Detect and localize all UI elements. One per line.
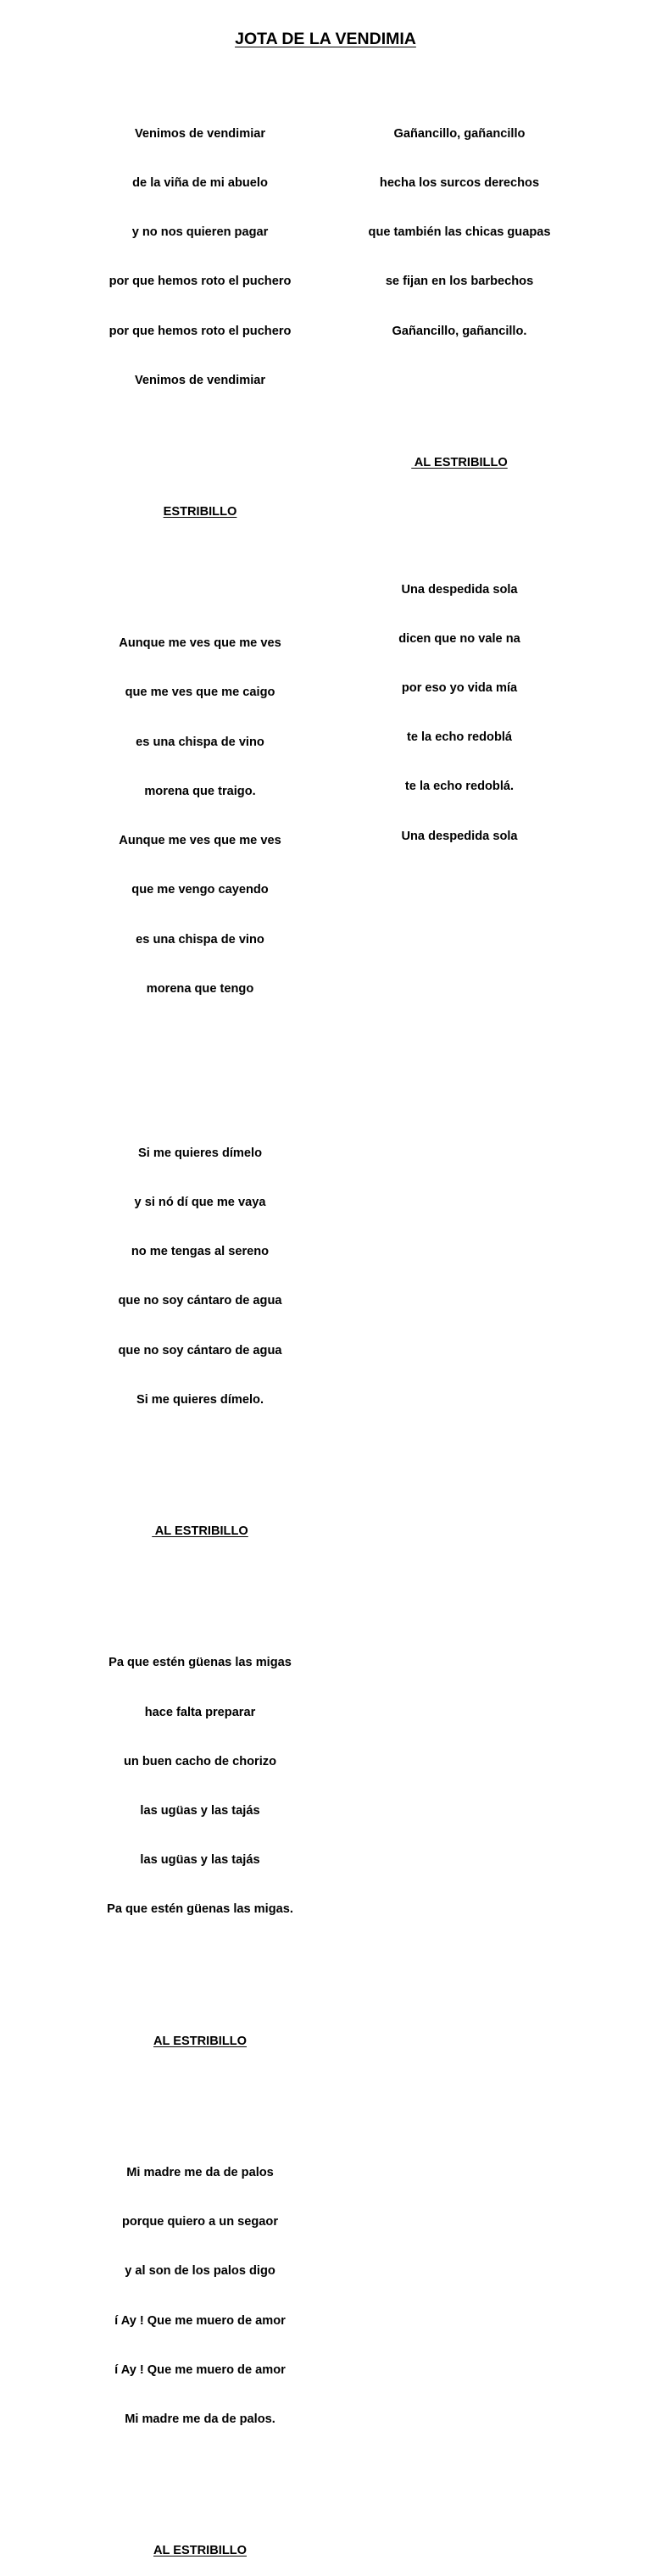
- verse-line: no me tengas al sereno: [131, 1245, 270, 1259]
- verse-line: de la viña de mi abuelo: [132, 175, 268, 190]
- verse-line: por eso yo vida mía: [401, 681, 518, 696]
- stanza-3: [95, 1113, 305, 1441]
- refrain-heading: AL ESTRIBILLO: [153, 2544, 247, 2558]
- verse-line: Una despedida sola: [401, 829, 518, 843]
- verse-line: Pa que estén güenas las migas.: [107, 1902, 293, 1917]
- verse-line: hace falta preparar: [144, 1705, 256, 1719]
- verse-line: que no soy cántaro de agua: [118, 1343, 282, 1357]
- refrain-heading: ESTRIBILLO: [163, 504, 237, 519]
- verse-line: í Ay ! Que me muero de amor: [114, 2362, 286, 2377]
- verse-line: Gañancillo, gañancillo.: [392, 324, 527, 338]
- right-column: [339, 60, 580, 894]
- stanza-7: [339, 549, 580, 878]
- verse-line: es una chispa de vino: [136, 735, 264, 749]
- stanza-6: [339, 93, 580, 373]
- stanza-5: [95, 2132, 305, 2461]
- verse-line: Una despedida sola: [401, 582, 518, 597]
- stanza-2: [95, 602, 305, 1030]
- verse-line: í Ay ! Que me muero de amor: [114, 2313, 286, 2328]
- stanza-4: [95, 1623, 305, 1951]
- verse-line: Si me quieres dímelo.: [136, 1392, 264, 1407]
- verse-line: Venimos de vendimiar: [134, 126, 266, 141]
- verse-line: que no soy cántaro de agua: [118, 1294, 282, 1308]
- verse-line: se fijan en los barbechos: [385, 275, 534, 289]
- verse-line: las ugüas y las tajás: [140, 1803, 260, 1818]
- verse-line: y si nó dí que me vaya: [134, 1195, 266, 1209]
- verse-line: las ugüas y las tajás: [140, 1853, 260, 1868]
- verse-line: Aunque me ves que me ves: [119, 834, 281, 848]
- verse-line: Venimos de vendimiar: [134, 373, 266, 387]
- refrain-heading: AL ESTRIBILLO: [153, 2034, 247, 2048]
- refrain-heading: AL ESTRIBILLO: [152, 1524, 248, 1539]
- verse-line: es una chispa de vino: [136, 932, 264, 947]
- verse-line: morena que tengo: [146, 981, 254, 996]
- verse-line: que me ves que me caigo: [125, 686, 275, 700]
- refrain-heading: AL ESTRIBILLO: [411, 455, 508, 469]
- verse-line: dicen que no vale na: [398, 631, 520, 646]
- verse-line: porque quiero a un segaor: [121, 2215, 279, 2229]
- verse-line: Gañancillo, gañancillo: [393, 126, 526, 141]
- verse-line: Mi madre me da de palos: [126, 2165, 274, 2179]
- verse-line: y no nos quieren pagar: [131, 225, 269, 240]
- verse-line: Aunque me ves que me ves: [119, 636, 281, 651]
- verse-line: morena que traigo.: [144, 784, 256, 798]
- verse-line: que me vengo cayendo: [131, 883, 269, 897]
- verse-line: que también las chicas guapas: [368, 225, 551, 240]
- page-title: JOTA DE LA VENDIMIA: [235, 30, 416, 48]
- verse-line: te la echo redoblá.: [404, 780, 515, 794]
- verse-line: por que hemos roto el puchero: [108, 275, 292, 289]
- verse-line: Mi madre me da de palos.: [125, 2412, 275, 2426]
- stanza-1: [95, 93, 305, 422]
- verse-line: Si me quieres dímelo: [138, 1146, 262, 1160]
- verse-line: te la echo redoblá: [406, 730, 513, 745]
- verse-line: Pa que estén güenas las migas: [108, 1656, 292, 1670]
- verse-line: y al son de los palos digo: [125, 2264, 275, 2279]
- verse-line: por que hemos roto el puchero: [108, 324, 292, 338]
- verse-line: hecha los surcos derechos: [379, 175, 540, 190]
- verse-line: un buen cacho de chorizo: [123, 1754, 276, 1768]
- left-column: [95, 60, 305, 2576]
